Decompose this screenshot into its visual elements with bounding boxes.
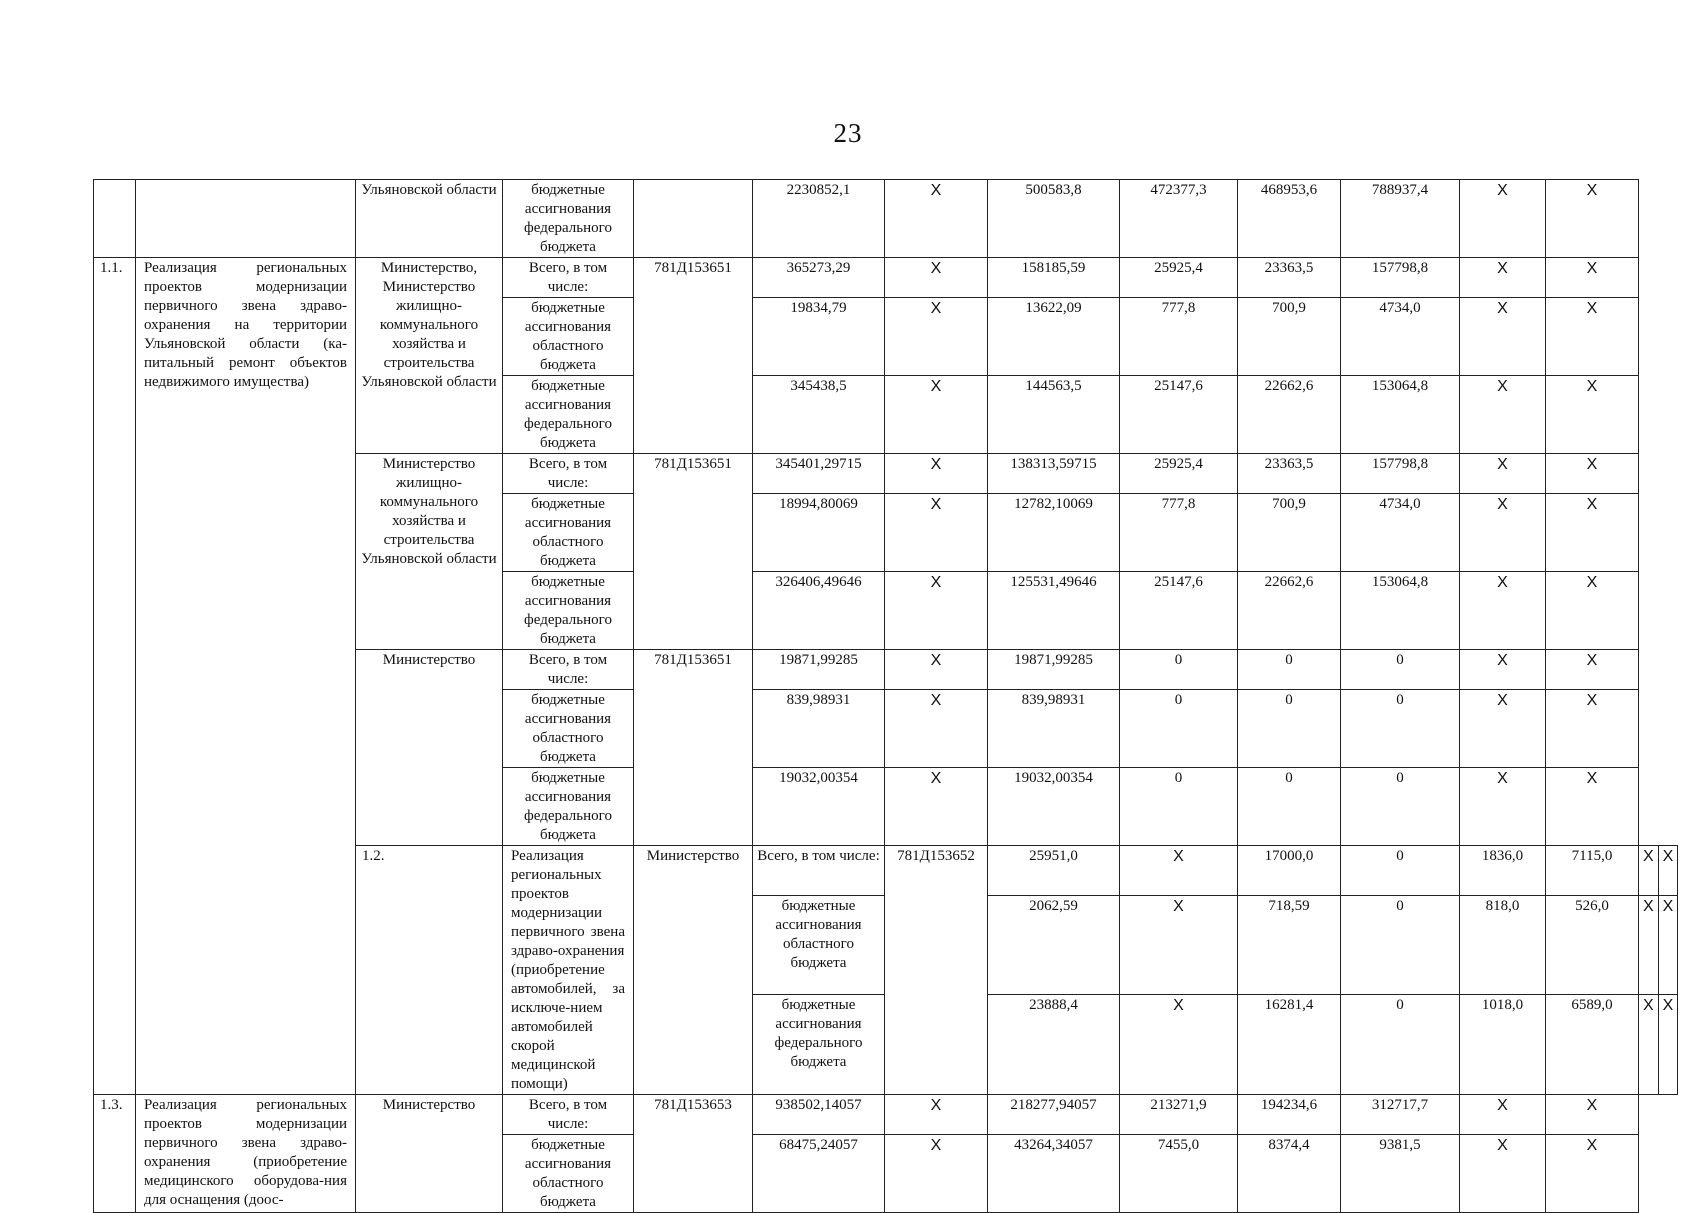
value-cell: 0 [1120, 690, 1238, 768]
value-cell: X [1639, 995, 1659, 1095]
budget-code-cell: 781Д153651 [634, 258, 753, 454]
value-cell: X [1460, 1135, 1546, 1213]
value-cell: X [1546, 258, 1639, 298]
value-cell: X [1546, 1095, 1639, 1135]
budget-code-cell: 781Д153651 [634, 650, 753, 846]
value-cell: X [1460, 572, 1546, 650]
value-cell: X [885, 298, 988, 376]
value-cell: X [1658, 846, 1678, 896]
row-number-cell: 1.2. [356, 846, 503, 1095]
value-cell: 0 [1341, 995, 1460, 1095]
value-cell: 144563,5 [988, 376, 1120, 454]
value-cell: 1836,0 [1460, 846, 1546, 896]
value-cell: X [1460, 1095, 1546, 1135]
value-cell: 9381,5 [1341, 1135, 1460, 1213]
value-cell: 25147,6 [1120, 572, 1238, 650]
value-cell: 23363,5 [1238, 258, 1341, 298]
value-cell: 13622,09 [988, 298, 1120, 376]
event-name-cell: Реализация региональных проектов модернизации первичного звена здраво-охранения (приобретение автомобилей, за исключе-нием автомобилей скорой медицинской помощи) [503, 846, 634, 1095]
value-cell: X [1546, 298, 1639, 376]
total-value-cell: 839,98931 [753, 690, 885, 768]
value-cell: 500583,8 [988, 180, 1120, 258]
value-cell: X [1460, 376, 1546, 454]
value-cell: 17000,0 [1238, 846, 1341, 896]
event-name-cell: Реализация региональных проектов модернизации первичного звена здраво-охранения (приобретение медицинского оборудова-ния для оснащения (доос- [136, 1095, 356, 1213]
value-cell: 23363,5 [1238, 454, 1341, 494]
funding-source-cell: Всего, в том числе: [503, 650, 634, 690]
value-cell: 0 [1341, 690, 1460, 768]
value-cell: 153064,8 [1341, 376, 1460, 454]
total-value-cell: 18994,80069 [753, 494, 885, 572]
value-cell: X [1120, 895, 1238, 995]
value-cell: X [1460, 768, 1546, 846]
event-name-cell [136, 180, 356, 258]
executor-cell: Министерство [356, 1095, 503, 1213]
funding-source-cell: бюджетные ассигнования областного бюджета [753, 895, 885, 995]
value-cell: 6589,0 [1546, 995, 1639, 1095]
total-value-cell: 345401,29715 [753, 454, 885, 494]
value-cell: X [885, 180, 988, 258]
value-cell: 0 [1341, 846, 1460, 896]
value-cell: 0 [1120, 650, 1238, 690]
table-row [94, 1095, 1678, 1135]
value-cell: X [1546, 1135, 1639, 1213]
value-cell: X [1120, 995, 1238, 1095]
total-value-cell: 2230852,1 [753, 180, 885, 258]
value-cell: X [1639, 895, 1659, 995]
value-cell: 700,9 [1238, 494, 1341, 572]
value-cell: 1018,0 [1460, 995, 1546, 1095]
funding-source-cell: Всего, в том числе: [503, 454, 634, 494]
value-cell: X [1460, 494, 1546, 572]
funding-source-cell: бюджетные ассигнования областного бюджета [503, 1135, 634, 1213]
value-cell: 22662,6 [1238, 572, 1341, 650]
value-cell: 125531,49646 [988, 572, 1120, 650]
value-cell: X [885, 376, 988, 454]
value-cell: X [885, 690, 988, 768]
executor-cell: Министерство, Министерство жилищно-коммунального хозяйства и строительства Ульяновской области [356, 258, 503, 454]
value-cell: 22662,6 [1238, 376, 1341, 454]
value-cell: 19032,00354 [988, 768, 1120, 846]
funding-source-cell: Всего, в том числе: [503, 1095, 634, 1135]
funding-source-cell: бюджетные ассигнования федерального бюджета [503, 180, 634, 258]
value-cell: 312717,7 [1341, 1095, 1460, 1135]
value-cell: X [885, 1095, 988, 1135]
value-cell: 788937,4 [1341, 180, 1460, 258]
value-cell: 0 [1120, 768, 1238, 846]
value-cell: 526,0 [1546, 895, 1639, 995]
value-cell: X [1658, 895, 1678, 995]
value-cell: X [1546, 376, 1639, 454]
budget-code-cell [634, 180, 753, 258]
value-cell: X [1460, 650, 1546, 690]
value-cell: X [1460, 690, 1546, 768]
total-value-cell: 938502,14057 [753, 1095, 885, 1135]
total-value-cell: 365273,29 [753, 258, 885, 298]
total-value-cell: 23888,4 [988, 995, 1120, 1095]
value-cell: 0 [1238, 690, 1341, 768]
value-cell: X [1120, 846, 1238, 896]
value-cell: 8374,4 [1238, 1135, 1341, 1213]
value-cell: 43264,34057 [988, 1135, 1120, 1213]
value-cell: X [1460, 180, 1546, 258]
row-number-cell: 1.1. [94, 258, 136, 1095]
budget-code-cell: 781Д153653 [634, 1095, 753, 1213]
value-cell: 818,0 [1460, 895, 1546, 995]
total-value-cell: 68475,24057 [753, 1135, 885, 1213]
funding-source-cell: Всего, в том числе: [753, 846, 885, 896]
value-cell: X [1460, 298, 1546, 376]
value-cell: X [1546, 650, 1639, 690]
value-cell: 12782,10069 [988, 494, 1120, 572]
value-cell: 194234,6 [1238, 1095, 1341, 1135]
funding-source-cell: бюджетные ассигнования областного бюджета [503, 298, 634, 376]
value-cell: X [1546, 454, 1639, 494]
value-cell: 25925,4 [1120, 454, 1238, 494]
value-cell: 839,98931 [988, 690, 1120, 768]
value-cell: 19871,99285 [988, 650, 1120, 690]
funding-source-cell: бюджетные ассигнования областного бюджета [503, 494, 634, 572]
value-cell: X [885, 1135, 988, 1213]
value-cell: 0 [1341, 768, 1460, 846]
funding-source-cell: бюджетные ассигнования федерального бюджета [753, 995, 885, 1095]
value-cell: 777,8 [1120, 298, 1238, 376]
value-cell: X [885, 768, 988, 846]
total-value-cell: 19032,00354 [753, 768, 885, 846]
total-value-cell: 2062,59 [988, 895, 1120, 995]
funding-source-cell: бюджетные ассигнования областного бюджета [503, 690, 634, 768]
value-cell: X [885, 572, 988, 650]
table-row [94, 180, 1678, 258]
executor-cell: Министерство [356, 650, 503, 846]
value-cell: 777,8 [1120, 494, 1238, 572]
budget-table [93, 179, 1678, 1213]
value-cell: X [1546, 494, 1639, 572]
value-cell: X [1546, 768, 1639, 846]
total-value-cell: 19834,79 [753, 298, 885, 376]
value-cell: 16281,4 [1238, 995, 1341, 1095]
value-cell: X [1460, 258, 1546, 298]
executor-cell: Министерство жилищно-коммунального хозяйства и строительства Ульяновской области [356, 454, 503, 650]
value-cell: 700,9 [1238, 298, 1341, 376]
row-number-cell: 1.3. [94, 1095, 136, 1213]
event-name-cell: Реализация региональных проектов модернизации первичного звена здраво-охранения на территории Ульяновской области (ка-питальный ремонт объектов недвижимого имущества) [136, 258, 356, 1095]
value-cell: 472377,3 [1120, 180, 1238, 258]
value-cell: X [885, 454, 988, 494]
value-cell: 0 [1341, 895, 1460, 995]
value-cell: X [1546, 572, 1639, 650]
table-row [94, 258, 1678, 298]
value-cell: X [1546, 690, 1639, 768]
value-cell: 0 [1238, 768, 1341, 846]
value-cell: 157798,8 [1341, 454, 1460, 494]
value-cell: 468953,6 [1238, 180, 1341, 258]
executor-cell: Министерство [634, 846, 753, 1095]
funding-source-cell: бюджетные ассигнования федерального бюджета [503, 768, 634, 846]
value-cell: 0 [1238, 650, 1341, 690]
budget-code-cell: 781Д153651 [634, 454, 753, 650]
value-cell: X [885, 258, 988, 298]
funding-source-cell: Всего, в том числе: [503, 258, 634, 298]
total-value-cell: 19871,99285 [753, 650, 885, 690]
total-value-cell: 25951,0 [988, 846, 1120, 896]
value-cell: X [1460, 454, 1546, 494]
value-cell: 4734,0 [1341, 494, 1460, 572]
budget-code-cell: 781Д153652 [885, 846, 988, 1095]
value-cell: X [885, 494, 988, 572]
value-cell: X [885, 650, 988, 690]
value-cell: 138313,59715 [988, 454, 1120, 494]
value-cell: X [1546, 180, 1639, 258]
row-number-cell [94, 180, 136, 258]
value-cell: X [1639, 846, 1659, 896]
total-value-cell: 345438,5 [753, 376, 885, 454]
value-cell: 153064,8 [1341, 572, 1460, 650]
value-cell: 213271,9 [1120, 1095, 1238, 1135]
value-cell: 158185,59 [988, 258, 1120, 298]
value-cell: 25147,6 [1120, 376, 1238, 454]
value-cell: 218277,94057 [988, 1095, 1120, 1135]
total-value-cell: 326406,49646 [753, 572, 885, 650]
value-cell: 718,59 [1238, 895, 1341, 995]
value-cell: 25925,4 [1120, 258, 1238, 298]
value-cell: 7115,0 [1546, 846, 1639, 896]
funding-source-cell: бюджетные ассигнования федерального бюджета [503, 376, 634, 454]
value-cell: 0 [1341, 650, 1460, 690]
funding-source-cell: бюджетные ассигнования федерального бюджета [503, 572, 634, 650]
value-cell: 7455,0 [1120, 1135, 1238, 1213]
executor-cell: Ульяновской области [356, 180, 503, 258]
value-cell: X [1658, 995, 1678, 1095]
page-number: 23 [833, 118, 863, 148]
value-cell: 157798,8 [1341, 258, 1460, 298]
value-cell: 4734,0 [1341, 298, 1460, 376]
